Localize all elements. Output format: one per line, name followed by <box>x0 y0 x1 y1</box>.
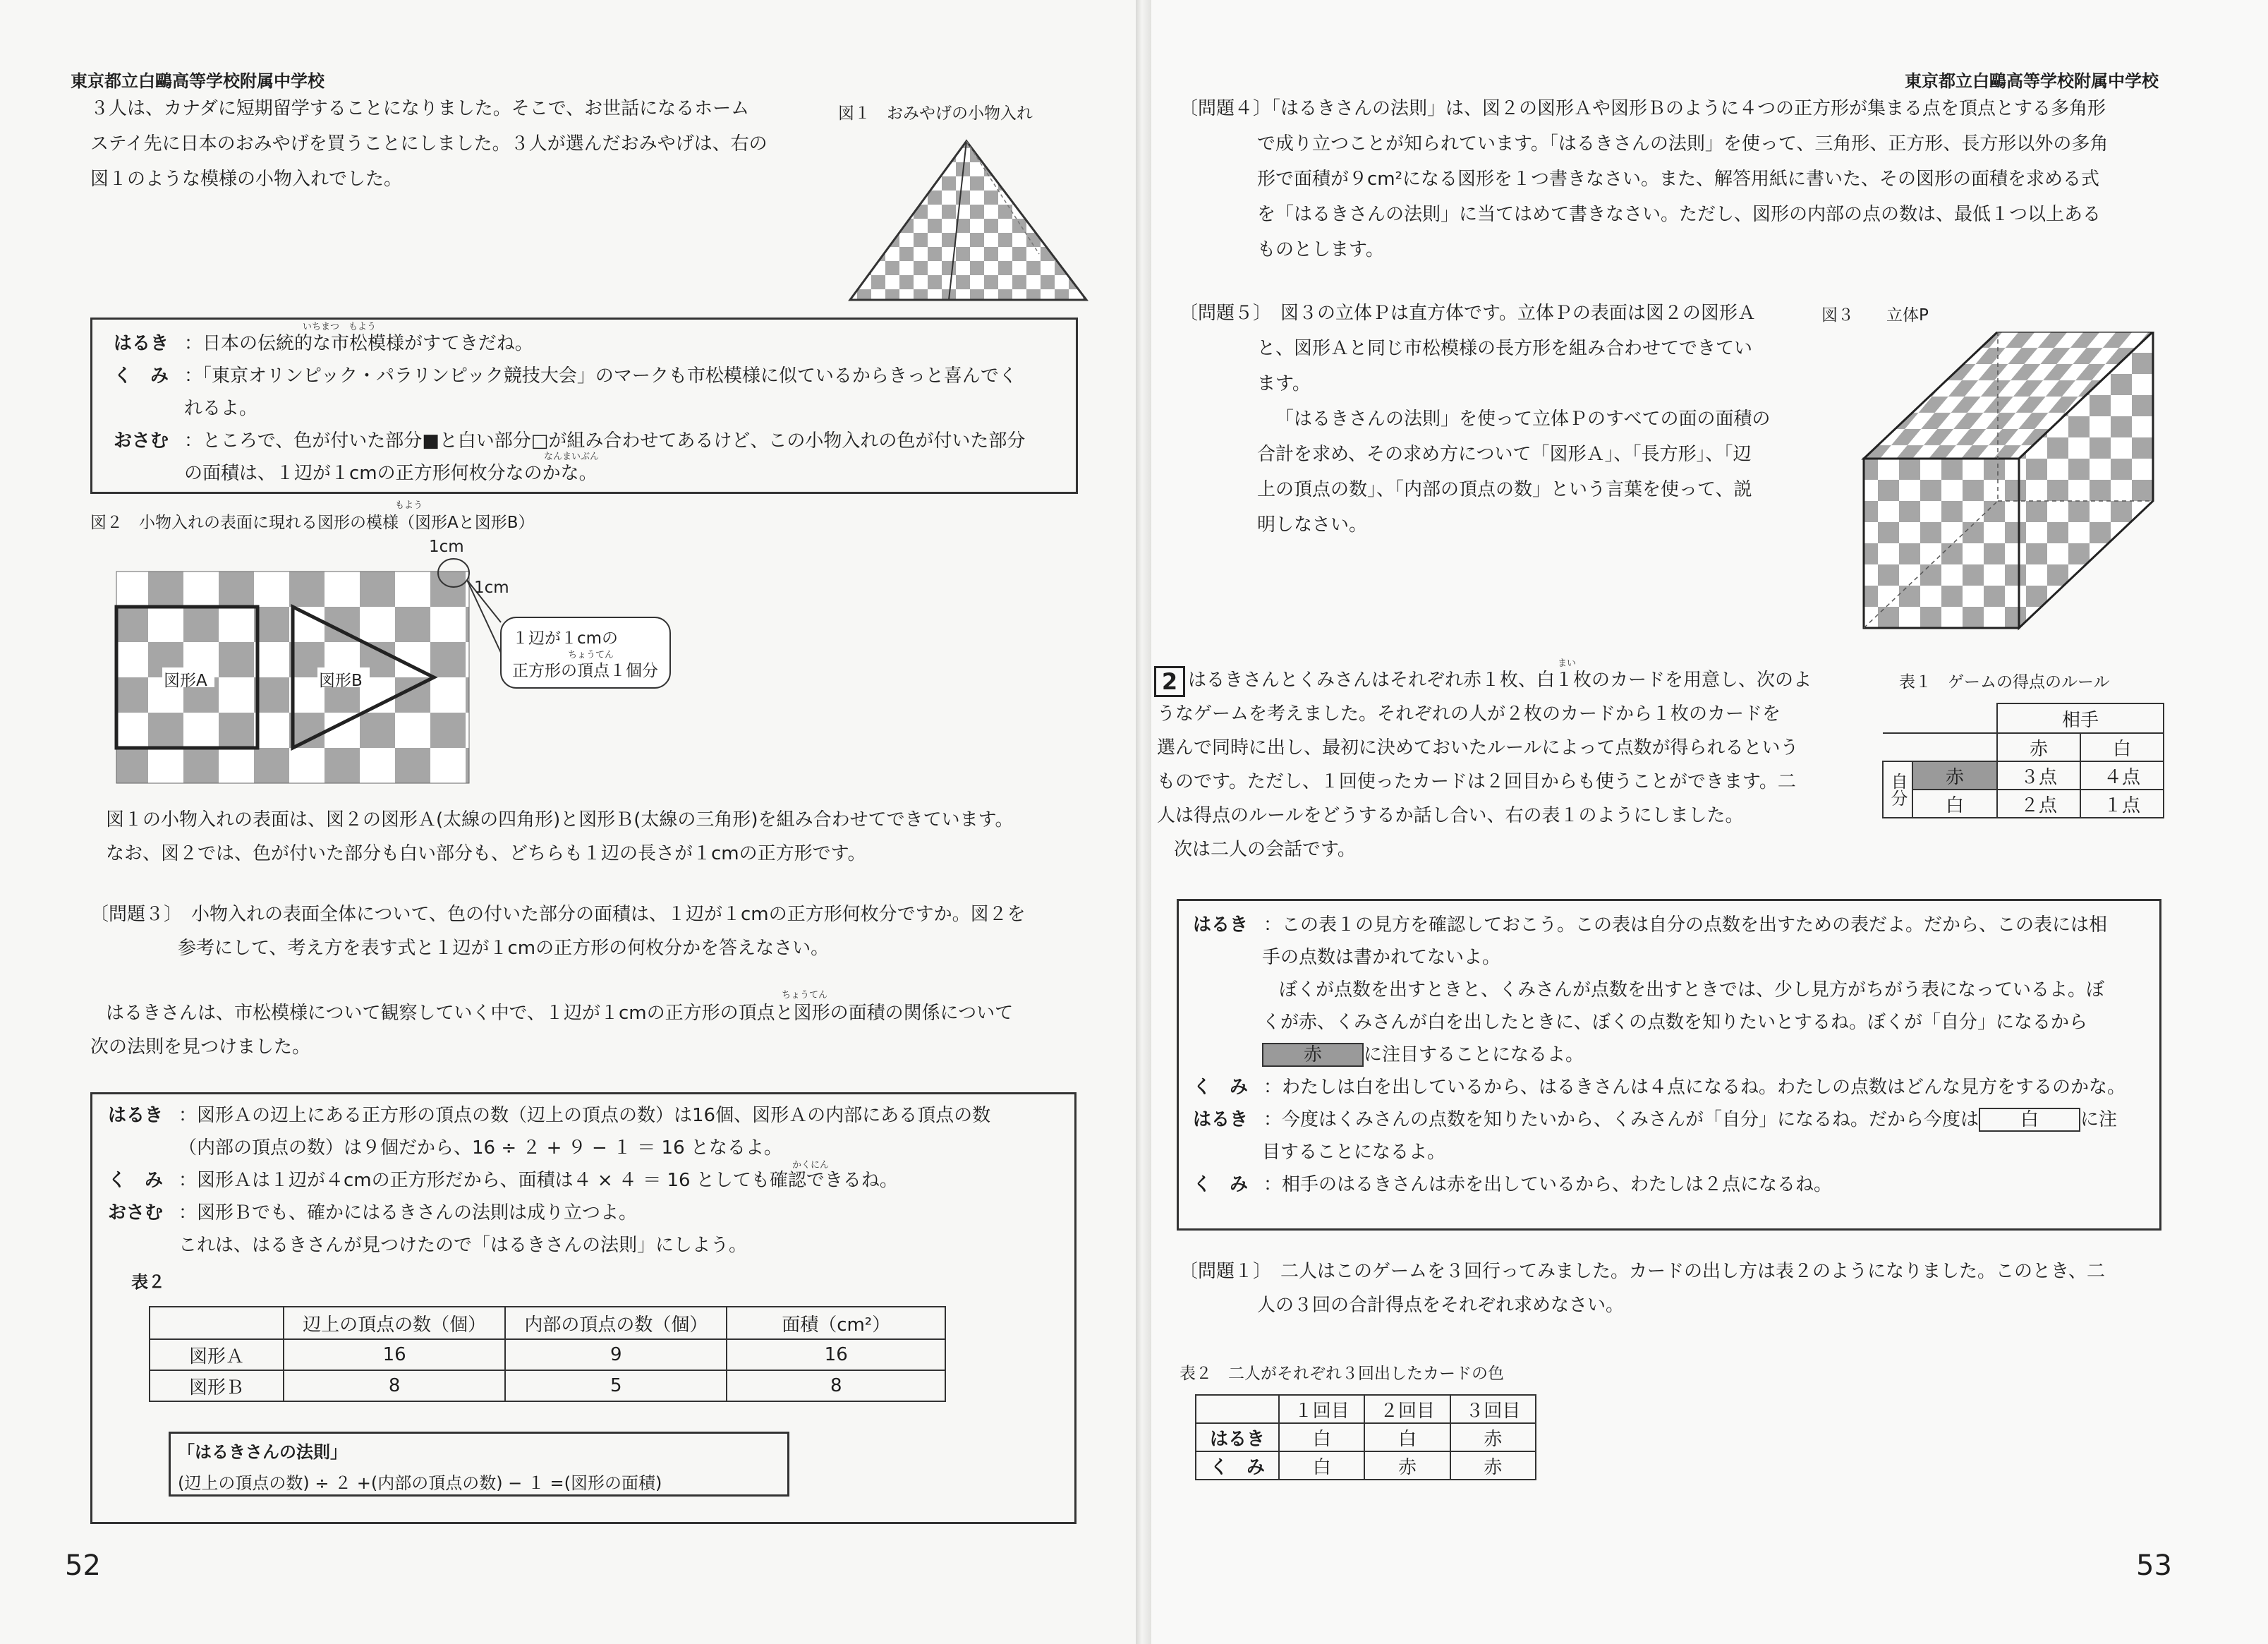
table-header <box>150 1307 284 1339</box>
dialog-line: く み ：図形Ａは１辺が４cmの正方形だから、面積は４ × ４ ＝ 16 としても確認できるね。 <box>108 1170 898 1191</box>
school-name: 東京都立白鷗高等学校附属中学校 <box>1905 71 2159 91</box>
question-5-line-6: 上の頂点の数」、「内部の頂点の数」という言葉を使って、説 <box>1257 479 1752 500</box>
question-5-line-4: 「はるきさんの法則」を使って立体Ｐのすべての面の面積の <box>1275 409 1771 430</box>
page-number: 53 <box>2136 1549 2172 1582</box>
table-1-title: 表１ ゲームの得点のルール <box>1899 673 2110 691</box>
fig2-shape-a-label: 図形A <box>164 672 207 690</box>
dialog-line: の面積は、１辺が１cmの正方形何枚分なのかな。 <box>184 463 598 484</box>
dialog-line: おさむ ：図形Ｂでも、確かにはるきさんの法則は成り立つよ。 <box>108 1202 638 1223</box>
section-2-line-2: うなゲームを考えました。それぞれの人が２枚のカードから１枚のカードを <box>1157 703 1781 725</box>
table-1-col-white: 白 <box>2080 733 2164 761</box>
section-2-line-4: ものです。ただし、１回使ったカードは２回目からも使うことができます。二 <box>1157 771 1796 792</box>
section-2-line-1: はるきさんとくみさんはそれぞれ赤１枚、白１枚のカードを用意し、次のよ <box>1188 670 1812 691</box>
question-1-line-1: 〔問題１〕 二人はこのゲームを３回行ってみました。カードの出し方は表２のようになりました。このとき、二 <box>1180 1261 2105 1282</box>
question-4-line-3: 形で面積が９cm²になる図形を１つ書きなさい。また、解答用紙に書いた、その図形の面積を求める式 <box>1257 169 2100 190</box>
right-page <box>1151 0 2268 1644</box>
table-header: 内部の頂点の数（個） <box>505 1307 727 1339</box>
law-box <box>169 1432 789 1497</box>
table-row: 図形Ａ 16 9 16 <box>150 1339 945 1370</box>
page-number: 52 <box>65 1549 101 1582</box>
table-header: 面積（cm²） <box>727 1307 945 1339</box>
table-row: く み 白 赤 赤 <box>1196 1451 1536 1480</box>
fig2-label-top: 1cm <box>429 538 464 556</box>
section-2-line-6: 次は二人の会話です。 <box>1174 839 1356 860</box>
law-formula: (辺上の頂点の数) ÷ ２ +(内部の頂点の数) − １ =(図形の面積) <box>178 1473 662 1493</box>
dialog-line: 手の点数は書かれてないよ。 <box>1262 947 1501 968</box>
highlight-red-box: 赤 <box>1262 1043 1364 1067</box>
table-header: 辺上の頂点の数（個） <box>284 1307 505 1339</box>
table-row: はるき 白 白 赤 <box>1196 1423 1536 1451</box>
dialog-line: おさむ ：ところで、色が付いた部分■と白い部分□が組み合わせてあるけど、この小物入れの色が付いた部分 <box>114 430 1026 452</box>
section-2-line-5: 人は得点のルールをどうするか話し合い、右の表１のようにしました。 <box>1157 805 1744 826</box>
table-header: １回目 <box>1279 1395 1364 1423</box>
table-2 <box>149 1306 946 1402</box>
table-1-row-red: 赤 <box>1912 761 1997 790</box>
furigana: かくにん <box>792 1160 830 1171</box>
section-2-line-3: 選んで同時に出し、最初に決めておいたルールによって点数が得られるという <box>1157 737 1799 758</box>
furigana: ちょうてん <box>568 650 614 660</box>
question-4-line-4: を「はるきさんの法則」に当てはめて書きなさい。ただし、図形の内部の点の数は、最低１つ以上ある <box>1257 204 2102 225</box>
table-1-opponent-header: 相手 <box>1997 703 2164 733</box>
intro-line-1: ３人は、カナダに短期留学することになりました。そこで、お世話になるホーム <box>90 98 750 119</box>
table-row: 図形Ｂ 8 5 8 <box>150 1370 945 1401</box>
table-1-col-red: 赤 <box>1997 733 2080 761</box>
intro-line-3: 図１のような模様の小物入れでした。 <box>90 169 403 190</box>
question-1-line-2: 人の３回の合計得点をそれぞれ求めなさい。 <box>1257 1295 1625 1316</box>
table-row: 白 ２点 １点 <box>1883 790 2164 818</box>
table-1 <box>1882 703 2164 818</box>
figure-3-caption: 図３ 立体P <box>1821 306 1929 325</box>
question-3-line-2: 参考にして、考え方を表す式と１辺が１cmの正方形の何枚分かを答えなさい。 <box>178 938 830 959</box>
dialog-line: 赤 に注目することになるよ。 <box>1262 1039 1584 1070</box>
figure-3-cuboid <box>1857 332 2167 642</box>
dialog-line: はるき ：今度はくみさんの点数を知りたいから、くみさんが「自分」になるね。だから今度は 白 に注 <box>1193 1109 2118 1130</box>
question-5-line-2: と、図形Ａと同じ市松模様の長方形を組み合わせてできてい <box>1257 338 1753 359</box>
question-3-line-1: 〔問題３〕 小物入れの表面全体について、色の付いた部分の面積は、１辺が１cmの正方形何枚分ですか。図２を <box>90 904 1026 925</box>
law-intro-line-1: はるきさんは、市松模様について観察していく中で、１辺が１cmの正方形の頂点と図形の面積の関係について <box>106 1003 1014 1024</box>
table-row: 自分 赤 ３点 ４点 <box>1883 761 2164 790</box>
figure-1-caption: 図１ おみやげの小物入れ <box>838 104 1033 123</box>
dialog-line: はるき ：この表１の見方を確認しておこう。この表は自分の点数を出すための表だよ。だから、この表には相 <box>1193 914 2108 936</box>
table-2-title: 表２ 二人がそれぞれ３回出したカードの色 <box>1180 1365 1504 1383</box>
dialog-line: これは、はるきさんが見つけたので「はるきさんの法則」にしよう。 <box>178 1235 748 1256</box>
fig2-callout-line-1: １辺が１cmの <box>512 629 619 648</box>
dialog-line: はるき ：図形Ａの辺上にある正方形の頂点の数（辺上の頂点の数）は16個、図形Ａの内部にある頂点の数 <box>108 1105 991 1126</box>
furigana: ちょうてん <box>782 990 828 1001</box>
question-5-line-3: ます。 <box>1257 373 1311 394</box>
dialog-line: く み ：わたしは白を出しているから、はるきさんは４点になるね。わたしの点数はどんな見方をするのかな。 <box>1193 1077 2126 1098</box>
table-header: ２回目 <box>1364 1395 1450 1423</box>
section-number: 2 <box>1154 666 1185 697</box>
school-name: 東京都立白鷗高等学校附属中学校 <box>71 71 325 91</box>
dialog-line: はるき ：日本の伝統的な市松模様がすてきだね。 <box>114 333 533 354</box>
question-4-line-2: で成り立つことが知られています。「はるきさんの法則」を使って、三角形、正方形、長方形以外の多角 <box>1257 133 2109 155</box>
question-5-line-1: 〔問題５〕 図３の立体Ｐは直方体です。立体Ｐの表面は図２の図形Ａ <box>1180 303 1756 324</box>
question-4-line-1: 〔問題４〕「はるきさんの法則」は、図２の図形Ａや図形Ｂのように４つの正方形が集まる点を頂点とする多角形 <box>1180 98 2106 119</box>
book-gutter <box>1136 0 1151 1644</box>
intro-line-2: ステイ先に日本のおみやげを買うことにしました。３人が選んだおみやげは、右の <box>90 133 768 155</box>
law-title: 「はるきさんの法則」 <box>178 1442 347 1462</box>
question-5-line-7: 明しなさい。 <box>1257 514 1368 536</box>
dialog-line: くが赤、くみさんが白を出したときに、ぼくの点数を知りたいとするね。ぼくが「自分」になるから <box>1262 1012 2088 1033</box>
furigana: いちまつ もよう <box>303 322 377 332</box>
furigana: もよう <box>395 500 423 511</box>
explain-line-2: なお、図２では、色が付いた部分も白い部分も、どちらも１辺の長さが１cmの正方形です。 <box>106 843 866 864</box>
figure-2-caption: 図２ 小物入れの表面に現れる図形の模様（図形Aと図形B） <box>90 514 535 532</box>
dialog-line: れるよ。 <box>184 398 258 419</box>
dialog-box-3 <box>1177 899 2161 1231</box>
table-header: ３回目 <box>1450 1395 1536 1423</box>
fig2-label-side: 1cm <box>474 579 509 597</box>
furigana: なんまいぶん <box>544 452 600 462</box>
dialog-line: く み ：相手のはるきさんは赤を出しているから、わたしは２点になるね。 <box>1193 1174 1833 1195</box>
dialog-line: 目することになるよ。 <box>1262 1142 1446 1163</box>
fig2-callout-line-2: 正方形の頂点１個分 <box>512 662 658 680</box>
table-2-title: 表２ <box>131 1272 165 1292</box>
law-intro-line-2: 次の法則を見つけました。 <box>90 1036 311 1058</box>
highlight-white-box: 白 <box>1979 1108 2080 1132</box>
furigana: まい <box>1558 658 1577 669</box>
table-2-cards <box>1195 1394 1536 1480</box>
dialog-line: （内部の頂点の数）は９個だから、16 ÷ ２ + ９ − １ ＝ 16 となるよ。 <box>178 1137 782 1159</box>
dialog-line: ぼくが点数を出すときと、くみさんが点数を出すときでは、少し見方がちがう表になっているよ。ぼ <box>1279 979 2105 1001</box>
table-1-self-label: 自分 <box>1883 761 1912 818</box>
explain-line-1: 図１の小物入れの表面は、図２の図形Ａ(太線の四角形)と図形Ｂ(太線の三角形)を組み合わせてできています。 <box>106 809 1014 830</box>
question-5-line-5: 合計を求め、その求め方について「図形Ａ」、「長方形」、「辺 <box>1257 444 1752 465</box>
dialog-box-2 <box>90 1092 1077 1524</box>
question-4-line-5: ものとします。 <box>1257 239 1384 260</box>
figure-1-pyramid <box>843 134 1097 307</box>
table-1-row-white: 白 <box>1912 790 1997 818</box>
dialog-line: く み ：「東京オリンピック・パラリンピック競技大会」のマークも市松模様に似ているからきっと喜んでく <box>114 365 1017 387</box>
dialog-box-1 <box>90 318 1078 494</box>
fig2-shape-b-label: 図形B <box>319 672 363 690</box>
